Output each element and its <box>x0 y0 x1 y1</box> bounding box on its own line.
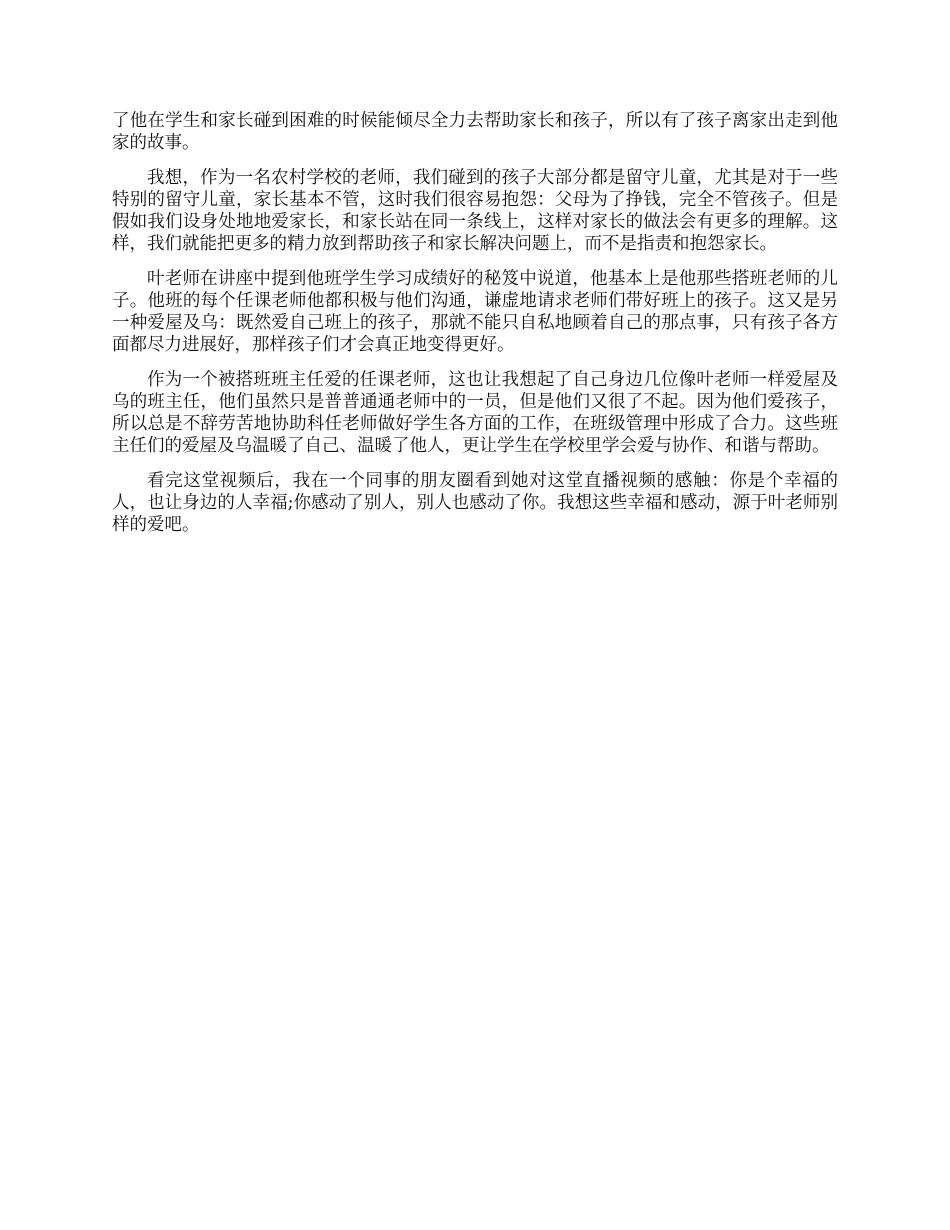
document-body <box>112 110 838 549</box>
paragraph-colleagues: 叶老师在讲座中提到他班学生学习成绩好的秘笈中说道，他基本上是他那些搭班老师的儿子。他班的每个任课老师他都积极与他们沟通，谦虚地请求老师们带好班上的孩子。这又是另一种爱屋及乌：既然爱自己班上的孩子，那就不能只自私地顾着自己的那点事，只有孩子各方面都尽力进展好，那样孩子们才会真正地变得更好。 <box>112 269 838 355</box>
paragraph-continued: 了他在学生和家长碰到困难的时候能倾尽全力去帮助家长和孩子，所以有了孩子离家出走到他家的故事。 <box>112 111 838 153</box>
paragraph-rural-teacher: 我想，作为一名农村学校的老师，我们碰到的孩子大部分都是留守儿童，尤其是对于一些特别的留守儿童，家长基本不管，这时我们很容易抱怨：父母为了挣钱，完全不管孩子。但是假如我们设身处地地爱家长，和家长站在同一条线上，这样对家长的做法会有更多的理解。这样，我们就能把更多的精力放到帮助孩子和家长解决问题上，而不是指责和抱怨家长。 <box>112 168 838 254</box>
paragraph-conclusion: 看完这堂视频后，我在一个同事的朋友圈看到她对这堂直播视频的感触：你是个幸福的人，也让身边的人幸福;你感动了别人，别人也感动了你。我想这些幸福和感动，源于叶老师别样的爱吧。 <box>112 471 838 535</box>
paragraph-head-teachers: 作为一个被搭班班主任爱的任课老师，这也让我想起了自己身边几位像叶老师一样爱屋及乌的班主任，他们虽然只是普普通通老师中的一员，但是他们又很了不起。因为他们爱孩子，所以总是不辞劳苦地协助科任老师做好学生各方面的工作，在班级管理中形成了合力。这些班主任们的爱屋及乌温暖了自己、温暖了他人，更让学生在学校里学会爱与协作、和谐与帮助。 <box>112 370 838 456</box>
